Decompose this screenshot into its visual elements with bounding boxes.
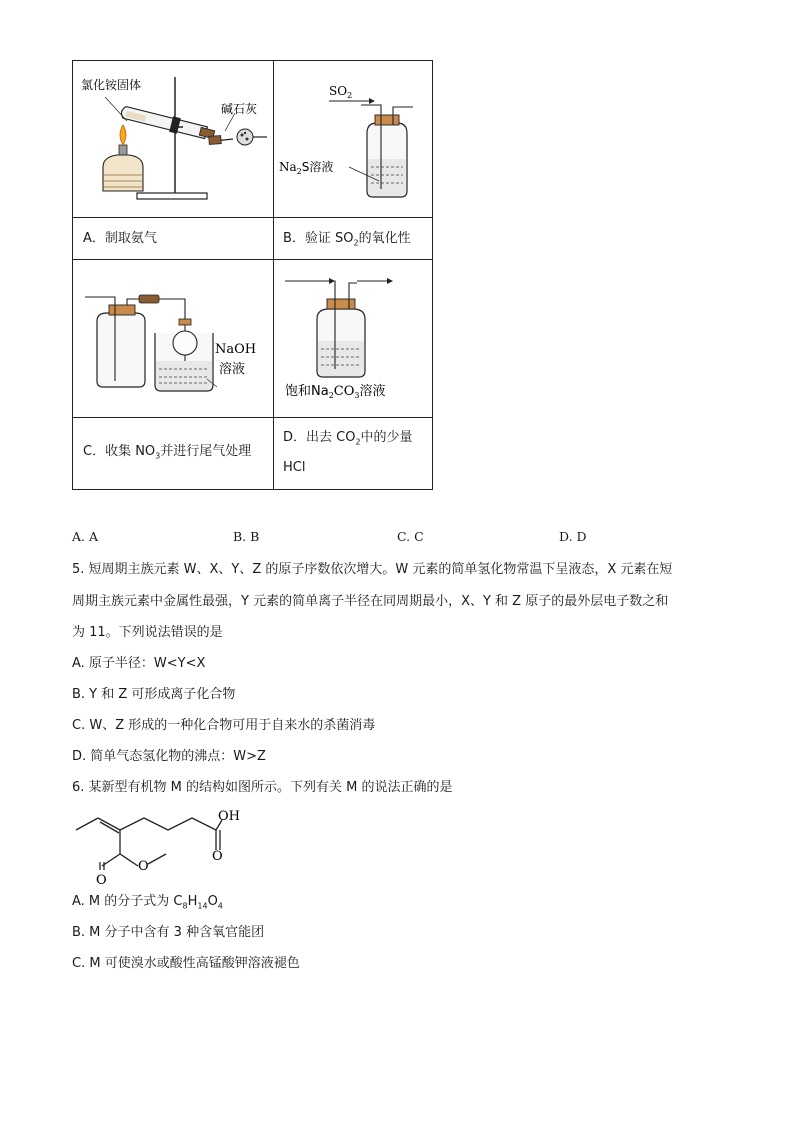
figure-a-ammonia-setup bbox=[75, 63, 271, 215]
table-divider-vertical bbox=[273, 61, 274, 489]
caption-b: B．验证 $SO_2$的氧化性 bbox=[283, 231, 411, 248]
q4-option-c: C. C bbox=[397, 529, 424, 544]
apparatus-table bbox=[72, 60, 433, 490]
struct-label-oh: OH bbox=[218, 809, 240, 824]
label-na2s-solution: $Na_2S$溶液 bbox=[279, 160, 334, 176]
q6-option-b: B. M 分子中含有 3 种含氧官能团 bbox=[72, 925, 265, 940]
q6-stem: 6. 某新型有机物 M 的结构如图所示。下列有关 M 的说法正确的是 bbox=[72, 780, 453, 795]
table-divider-3 bbox=[73, 417, 432, 418]
label-naoh: NaOH bbox=[215, 342, 257, 357]
q5-stem-line2: 周期主族元素中金属性最强，Y 元素的简单离子半径在同周期最小，X、Y 和 Z 原子的最外层电子数之和 bbox=[72, 594, 669, 609]
q5-option-b: B. Y 和 Z 可形成离子化合物 bbox=[72, 687, 236, 702]
q4-option-a: A. A bbox=[72, 529, 99, 544]
label-soda-lime: 碱石灰 bbox=[221, 102, 258, 116]
table-divider-1 bbox=[73, 217, 432, 218]
q4-option-b: B. B bbox=[233, 529, 260, 544]
struct-label-o-ester: O bbox=[138, 859, 149, 874]
q4-option-d: D. D bbox=[559, 529, 587, 544]
figure-b-so2-setup bbox=[275, 63, 432, 215]
table-divider-2 bbox=[73, 259, 432, 260]
label-ammonium-chloride: 氯化铵固体 bbox=[81, 78, 142, 92]
q6-option-a: A. M 的分子式为 $C_8H_{14}O_4$ bbox=[72, 894, 223, 911]
q5-stem-line3: 为 11。下列说法错误的是 bbox=[72, 625, 223, 640]
caption-c: C．收集 $NO_3$并进行尾气处理 bbox=[83, 444, 252, 461]
caption-d-line1: D．出去 $CO_2$中的少量 bbox=[283, 430, 413, 447]
label-so2-gas: $SO_2$ bbox=[329, 84, 353, 100]
caption-d-line2: HCl bbox=[283, 460, 306, 475]
q5-option-a: A. 原子半径：W<Y<X bbox=[72, 656, 206, 671]
caption-a: A．制取氨气 bbox=[83, 231, 157, 246]
q6-structure-diagram bbox=[72, 808, 252, 888]
struct-label-o-acid: O bbox=[212, 849, 223, 864]
label-c-solution: 溶液 bbox=[219, 362, 246, 377]
q5-option-d: D. 简单气态氢化物的沸点：W>Z bbox=[72, 749, 266, 764]
q6-option-c: C. M 可使溴水或酸性高锰酸钾溶液褪色 bbox=[72, 956, 300, 971]
q5-option-c: C. W、Z 形成的一种化合物可用于自来水的杀菌消毒 bbox=[72, 718, 376, 733]
struct-label-o-carbonyl: O bbox=[96, 873, 107, 888]
figure-d-gas-washing bbox=[275, 261, 432, 415]
label-saturated-na2co3: 饱和$Na_2CO_3$溶液 bbox=[285, 384, 386, 400]
q5-stem-line1: 5. 短周期主族元素 W、X、Y、Z 的原子序数依次增大。W 元素的简单氢化物常温下呈液态，X 元素在短 bbox=[72, 562, 673, 577]
figure-c-no2-collection bbox=[75, 261, 271, 415]
